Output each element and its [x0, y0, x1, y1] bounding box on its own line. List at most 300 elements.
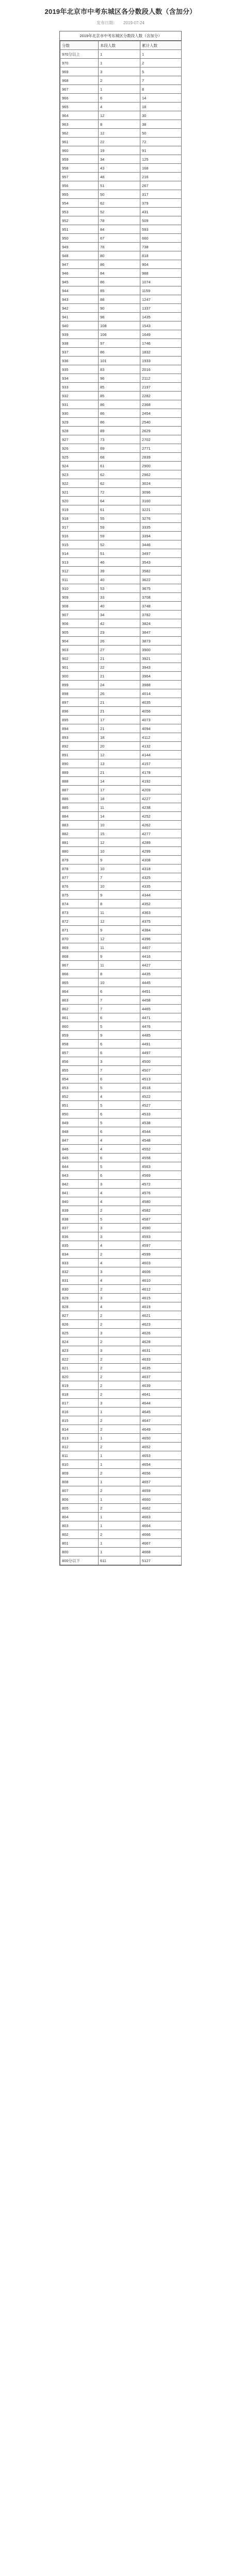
score-cell: 951 — [60, 225, 99, 234]
segment-count-cell: 3 — [99, 1346, 140, 1355]
segment-count-cell: 80 — [99, 251, 140, 260]
table-row — [60, 85, 182, 94]
segment-count-cell: 23 — [99, 628, 140, 637]
table-row — [60, 681, 182, 689]
table-row — [60, 1189, 182, 1197]
table-row — [60, 330, 182, 339]
segment-count-cell: 3 — [99, 1399, 140, 1408]
table-row — [60, 1451, 182, 1460]
table-row — [60, 961, 182, 970]
score-cell: 890 — [60, 759, 99, 768]
table-row — [60, 1320, 182, 1329]
cumulative-count-cell: 593 — [140, 225, 182, 234]
table-row — [60, 1118, 182, 1127]
score-cell: 914 — [60, 549, 99, 558]
cumulative-count-cell: 1435 — [140, 313, 182, 321]
score-cell: 865 — [60, 978, 99, 987]
score-cell: 944 — [60, 286, 99, 295]
segment-count-cell: 2 — [99, 1337, 140, 1346]
table-row — [60, 1180, 182, 1189]
segment-count-cell: 1 — [99, 1408, 140, 1416]
score-cell: 895 — [60, 716, 99, 724]
score-cell: 948 — [60, 251, 99, 260]
table-row — [60, 1197, 182, 1206]
table-row — [60, 304, 182, 313]
score-cell: 821 — [60, 1364, 99, 1372]
cumulative-count-cell: 3221 — [140, 505, 182, 514]
segment-count-cell: 3 — [99, 1232, 140, 1241]
score-cell: 938 — [60, 339, 99, 348]
cumulative-count-cell: 4335 — [140, 882, 182, 891]
score-cell: 956 — [60, 181, 99, 190]
score-cell: 947 — [60, 260, 99, 269]
segment-count-cell: 13 — [99, 759, 140, 768]
header-score: 分数 — [60, 41, 99, 50]
score-cell: 853 — [60, 1083, 99, 1092]
segment-count-cell: 21 — [99, 654, 140, 663]
score-cell: 919 — [60, 505, 99, 514]
segment-count-cell: 21 — [99, 724, 140, 733]
segment-count-cell: 10 — [99, 865, 140, 873]
cumulative-count-cell: 4580 — [140, 1197, 182, 1206]
cumulative-count-cell: 4590 — [140, 1224, 182, 1232]
segment-count-cell: 10 — [99, 821, 140, 829]
segment-count-cell: 1 — [99, 1460, 140, 1469]
table-row — [60, 225, 182, 234]
cumulative-count-cell: 4451 — [140, 987, 182, 996]
segment-count-cell: 40 — [99, 602, 140, 611]
cumulative-count-cell: 216 — [140, 173, 182, 181]
table-row — [60, 847, 182, 856]
score-cell: 888 — [60, 777, 99, 786]
cumulative-count-cell: 4663 — [140, 1513, 182, 1521]
score-cell: 816 — [60, 1408, 99, 1416]
segment-count-cell: 12 — [99, 935, 140, 943]
table-row — [60, 532, 182, 540]
cumulative-count-cell: 509 — [140, 216, 182, 225]
score-cell: 867 — [60, 961, 99, 970]
segment-count-cell: 2 — [99, 1320, 140, 1329]
score-cell: 903 — [60, 646, 99, 654]
table-row — [60, 602, 182, 611]
score-cell: 968 — [60, 76, 99, 85]
segment-count-cell: 2 — [99, 1443, 140, 1451]
table-row — [60, 523, 182, 532]
cumulative-count-cell: 4639 — [140, 1381, 182, 1390]
cumulative-count-cell: 91 — [140, 146, 182, 155]
cumulative-count-cell: 4662 — [140, 1504, 182, 1513]
cumulative-count-cell: 4513 — [140, 1075, 182, 1083]
segment-count-cell: 3 — [99, 1267, 140, 1276]
table-row — [60, 838, 182, 847]
table-row — [60, 821, 182, 829]
cumulative-count-cell: 4657 — [140, 1478, 182, 1486]
cumulative-count-cell: 5127 — [140, 1556, 182, 1565]
segment-count-cell: 4 — [99, 1197, 140, 1206]
cumulative-count-cell: 4227 — [140, 794, 182, 803]
table-row — [60, 514, 182, 523]
score-cell: 905 — [60, 628, 99, 637]
table-row — [60, 672, 182, 681]
score-cell: 881 — [60, 838, 99, 847]
table-row — [60, 155, 182, 164]
score-cell: 901 — [60, 663, 99, 672]
segment-count-cell: 5 — [99, 1083, 140, 1092]
score-cell: 839 — [60, 1206, 99, 1215]
table-row — [60, 1013, 182, 1022]
table-row — [60, 1381, 182, 1390]
cumulative-count-cell: 4569 — [140, 1171, 182, 1180]
segment-count-cell: 86 — [99, 278, 140, 286]
cumulative-count-cell: 3921 — [140, 654, 182, 663]
table-row — [60, 716, 182, 724]
score-cell: 849 — [60, 1118, 99, 1127]
table-row — [60, 891, 182, 900]
segment-count-cell: 26 — [99, 637, 140, 646]
cumulative-count-cell: 3622 — [140, 575, 182, 584]
score-cell: 964 — [60, 111, 99, 120]
table-row — [60, 1294, 182, 1302]
segment-count-cell: 3 — [99, 1329, 140, 1337]
table-row — [60, 50, 182, 59]
cumulative-count-cell: 3782 — [140, 611, 182, 619]
table-row — [60, 269, 182, 278]
segment-count-cell: 101 — [99, 357, 140, 365]
table-row — [60, 365, 182, 374]
segment-count-cell: 4 — [99, 1136, 140, 1145]
cumulative-count-cell: 3873 — [140, 637, 182, 646]
score-cell: 962 — [60, 129, 99, 138]
cumulative-count-cell: 4649 — [140, 1425, 182, 1434]
cumulative-count-cell: 4597 — [140, 1241, 182, 1250]
cumulative-count-cell: 4471 — [140, 1013, 182, 1022]
table-row — [60, 987, 182, 996]
cumulative-count-cell: 5 — [140, 67, 182, 76]
score-cell: 898 — [60, 689, 99, 698]
score-cell: 897 — [60, 698, 99, 707]
cumulative-count-cell: 3497 — [140, 549, 182, 558]
cumulative-count-cell: 4603 — [140, 1259, 182, 1267]
segment-count-cell: 12 — [99, 751, 140, 759]
cumulative-count-cell: 4527 — [140, 1101, 182, 1110]
segment-count-cell: 5 — [99, 1118, 140, 1127]
table-body — [60, 50, 182, 1565]
table-row — [60, 584, 182, 593]
table-row — [60, 103, 182, 111]
cumulative-count-cell: 4641 — [140, 1390, 182, 1399]
table-row — [60, 996, 182, 1005]
score-cell: 862 — [60, 1005, 99, 1013]
score-cell: 851 — [60, 1101, 99, 1110]
score-cell: 885 — [60, 803, 99, 812]
table-row — [60, 260, 182, 269]
segment-count-cell: 2 — [99, 1381, 140, 1390]
cumulative-count-cell: 2962 — [140, 470, 182, 479]
score-cell: 801 — [60, 1539, 99, 1548]
score-cell: 837 — [60, 1224, 99, 1232]
score-cell: 806 — [60, 1495, 99, 1504]
cumulative-count-cell: 4384 — [140, 926, 182, 935]
score-cell: 913 — [60, 558, 99, 567]
cumulative-count-cell: 4633 — [140, 1355, 182, 1364]
score-cell: 909 — [60, 593, 99, 602]
cumulative-count-cell: 7 — [140, 76, 182, 85]
segment-count-cell: 3 — [99, 1224, 140, 1232]
table-row — [60, 935, 182, 943]
table-row — [60, 173, 182, 181]
segment-count-cell: 21 — [99, 768, 140, 777]
cumulative-count-cell: 1933 — [140, 357, 182, 365]
cumulative-count-cell: 3276 — [140, 514, 182, 523]
table-row — [60, 67, 182, 76]
table-row — [60, 628, 182, 637]
cumulative-count-cell: 2454 — [140, 409, 182, 418]
score-cell: 835 — [60, 1241, 99, 1250]
segment-count-cell: 55 — [99, 514, 140, 523]
cumulative-count-cell: 4352 — [140, 900, 182, 908]
table-row — [60, 418, 182, 427]
score-cell: 813 — [60, 1434, 99, 1443]
segment-count-cell: 4 — [99, 1189, 140, 1197]
cumulative-count-cell: 4375 — [140, 917, 182, 926]
segment-count-cell: 2 — [99, 1416, 140, 1425]
segment-count-cell: 1 — [99, 59, 140, 67]
article-meta — [0, 20, 241, 26]
cumulative-count-cell: 2900 — [140, 462, 182, 470]
segment-count-cell: 1 — [99, 1521, 140, 1530]
table-row — [60, 190, 182, 199]
table-row — [60, 1048, 182, 1057]
score-cell: 800 — [60, 1548, 99, 1556]
table-row — [60, 59, 182, 67]
cumulative-count-cell: 4666 — [140, 1530, 182, 1539]
table-row — [60, 76, 182, 85]
score-cell: 928 — [60, 427, 99, 435]
segment-count-cell: 15 — [99, 829, 140, 838]
cumulative-count-cell: 818 — [140, 251, 182, 260]
score-cell: 846 — [60, 1145, 99, 1154]
cumulative-count-cell: 3446 — [140, 540, 182, 549]
table-row — [60, 435, 182, 444]
segment-count-cell: 6 — [99, 1048, 140, 1057]
cumulative-count-cell: 4593 — [140, 1232, 182, 1241]
score-cell: 832 — [60, 1267, 99, 1276]
table-row — [60, 1337, 182, 1346]
score-cell: 842 — [60, 1180, 99, 1189]
cumulative-count-cell: 4538 — [140, 1118, 182, 1127]
score-cell: 922 — [60, 479, 99, 488]
score-cell: 804 — [60, 1513, 99, 1521]
segment-count-cell: 1 — [99, 1478, 140, 1486]
segment-count-cell: 62 — [99, 470, 140, 479]
table-row — [60, 549, 182, 558]
score-cell: 828 — [60, 1302, 99, 1311]
score-cell: 891 — [60, 751, 99, 759]
score-cell: 856 — [60, 1057, 99, 1066]
table-row — [60, 611, 182, 619]
segment-count-cell: 26 — [99, 689, 140, 698]
score-cell: 939 — [60, 330, 99, 339]
cumulative-count-cell: 738 — [140, 243, 182, 251]
score-cell: 965 — [60, 103, 99, 111]
score-cell: 920 — [60, 497, 99, 505]
segment-count-cell: 7 — [99, 1005, 140, 1013]
score-cell: 811 — [60, 1451, 99, 1460]
cumulative-count-cell: 4587 — [140, 1215, 182, 1224]
segment-count-cell: 1 — [99, 1495, 140, 1504]
cumulative-count-cell: 4621 — [140, 1311, 182, 1320]
cumulative-count-cell: 4035 — [140, 698, 182, 707]
table-row — [60, 1075, 182, 1083]
segment-count-cell: 4 — [99, 1276, 140, 1285]
table-row — [60, 943, 182, 952]
cumulative-count-cell: 38 — [140, 120, 182, 129]
segment-count-cell: 27 — [99, 646, 140, 654]
score-cell: 912 — [60, 567, 99, 575]
table-row — [60, 400, 182, 409]
cumulative-count-cell: 2368 — [140, 400, 182, 409]
segment-count-cell: 1 — [99, 85, 140, 94]
table-row — [60, 575, 182, 584]
score-cell: 892 — [60, 742, 99, 751]
segment-count-cell: 2 — [99, 1372, 140, 1381]
table-row — [60, 882, 182, 891]
table-row — [60, 698, 182, 707]
table-row — [60, 357, 182, 365]
cumulative-count-cell: 4289 — [140, 838, 182, 847]
segment-count-cell: 20 — [99, 742, 140, 751]
score-cell: 833 — [60, 1259, 99, 1267]
table-row — [60, 488, 182, 497]
score-cell: 915 — [60, 540, 99, 549]
score-cell: 830 — [60, 1285, 99, 1294]
table-row — [60, 392, 182, 400]
segment-count-cell: 48 — [99, 173, 140, 181]
score-cell: 879 — [60, 856, 99, 865]
score-cell: 906 — [60, 619, 99, 628]
score-cell: 942 — [60, 304, 99, 313]
score-cell: 825 — [60, 1329, 99, 1337]
cumulative-count-cell: 267 — [140, 181, 182, 190]
score-cell: 923 — [60, 470, 99, 479]
segment-count-cell: 1 — [99, 1548, 140, 1556]
score-cell: 953 — [60, 208, 99, 216]
score-cell: 807 — [60, 1486, 99, 1495]
header-cumulative-count: 累计人数 — [140, 41, 182, 50]
table-row — [60, 348, 182, 357]
score-cell: 877 — [60, 873, 99, 882]
score-cell: 949 — [60, 243, 99, 251]
cumulative-count-cell: 4363 — [140, 908, 182, 917]
segment-count-cell: 12 — [99, 111, 140, 120]
table-row — [60, 794, 182, 803]
segment-count-cell: 51 — [99, 549, 140, 558]
segment-count-cell: 6 — [99, 1171, 140, 1180]
cumulative-count-cell: 18 — [140, 103, 182, 111]
table-row — [60, 94, 182, 103]
score-cell: 818 — [60, 1390, 99, 1399]
table-row — [60, 243, 182, 251]
segment-count-cell: 68 — [99, 453, 140, 462]
cumulative-count-cell: 4192 — [140, 777, 182, 786]
score-cell: 852 — [60, 1092, 99, 1101]
table-row — [60, 1206, 182, 1215]
cumulative-count-cell: 904 — [140, 260, 182, 269]
cumulative-count-cell: 4308 — [140, 856, 182, 865]
table-row — [60, 917, 182, 926]
segment-count-cell: 10 — [99, 978, 140, 987]
segment-count-cell: 24 — [99, 681, 140, 689]
score-cell: 929 — [60, 418, 99, 427]
segment-count-cell: 17 — [99, 786, 140, 794]
score-cell: 893 — [60, 733, 99, 742]
segment-count-cell: 6 — [99, 1127, 140, 1136]
segment-count-cell: 1 — [99, 1434, 140, 1443]
segment-count-cell: 59 — [99, 523, 140, 532]
segment-count-cell: 22 — [99, 138, 140, 146]
score-cell: 907 — [60, 611, 99, 619]
score-cell: 959 — [60, 155, 99, 164]
table-row — [60, 1460, 182, 1469]
score-cell: 882 — [60, 829, 99, 838]
table-row — [60, 540, 182, 549]
score-cell: 910 — [60, 584, 99, 593]
table-row — [60, 1302, 182, 1311]
score-cell: 926 — [60, 444, 99, 453]
table-row — [60, 339, 182, 348]
cumulative-count-cell: 4262 — [140, 821, 182, 829]
score-cell: 829 — [60, 1294, 99, 1302]
cumulative-count-cell: 2702 — [140, 435, 182, 444]
cumulative-count-cell: 4637 — [140, 1372, 182, 1381]
segment-count-cell: 2 — [99, 76, 140, 85]
segment-count-cell: 78 — [99, 216, 140, 225]
cumulative-count-cell: 4056 — [140, 707, 182, 716]
score-cell: 872 — [60, 917, 99, 926]
segment-count-cell: 9 — [99, 952, 140, 961]
segment-count-cell: 64 — [99, 497, 140, 505]
cumulative-count-cell: 4396 — [140, 935, 182, 943]
table-row — [60, 383, 182, 392]
score-cell: 916 — [60, 532, 99, 540]
segment-count-cell: 4 — [99, 103, 140, 111]
score-cell: 927 — [60, 435, 99, 444]
score-cell: 899 — [60, 681, 99, 689]
cumulative-count-cell: 2016 — [140, 365, 182, 374]
segment-count-cell: 17 — [99, 716, 140, 724]
score-cell: 878 — [60, 865, 99, 873]
table-row — [60, 900, 182, 908]
cumulative-count-cell: 4572 — [140, 1180, 182, 1189]
segment-count-cell: 11 — [99, 908, 140, 917]
score-cell: 854 — [60, 1075, 99, 1083]
score-cell: 970分以上 — [60, 50, 99, 59]
score-cell: 931 — [60, 400, 99, 409]
score-cell: 952 — [60, 216, 99, 225]
source-label: 发布日期： — [97, 21, 118, 25]
table-row — [60, 462, 182, 470]
cumulative-count-cell: 2540 — [140, 418, 182, 427]
cumulative-count-cell: 2282 — [140, 392, 182, 400]
segment-count-cell: 2 — [99, 1311, 140, 1320]
cumulative-count-cell: 1832 — [140, 348, 182, 357]
table-row — [60, 251, 182, 260]
segment-count-cell: 22 — [99, 663, 140, 672]
segment-count-cell: 69 — [99, 444, 140, 453]
score-cell: 958 — [60, 164, 99, 173]
score-cell: 805 — [60, 1504, 99, 1513]
segment-count-cell: 85 — [99, 392, 140, 400]
